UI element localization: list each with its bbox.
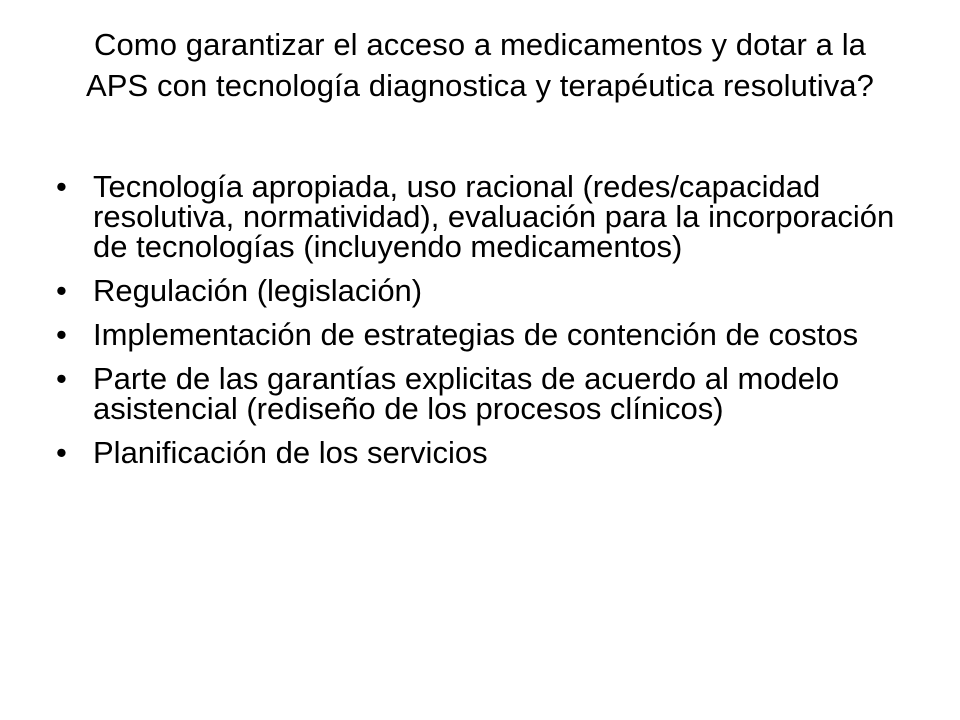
- bullet-dot-icon: •: [56, 361, 67, 396]
- bullet-text: Implementación de estrategias de contención de costos: [93, 317, 859, 352]
- bullet-dot-icon: •: [56, 273, 67, 308]
- bullet-item: [56, 169, 916, 264]
- bullet-item: [56, 317, 916, 352]
- bullet-text: Planificación de los servicios: [93, 435, 488, 470]
- bullet-text: Regulación (legislación): [93, 273, 423, 308]
- bullet-dot-icon: •: [56, 169, 67, 204]
- bullet-dot-icon: •: [56, 317, 67, 352]
- bullet-text: Tecnología apropiada, uso racional (redes/capacidad resolutiva, normatividad), evaluación para la incorporación de tecnologías (incluyendo medicamentos): [93, 169, 895, 264]
- bullet-text: Parte de las garantías explicitas de acuerdo al modelo asistencial (rediseño de los procesos clínicos): [93, 361, 840, 426]
- bullet-item: [56, 435, 916, 470]
- bullet-list: [56, 169, 916, 482]
- bullet-dot-icon: •: [56, 435, 67, 470]
- bullet-item: [56, 361, 916, 426]
- slide-title: Como garantizar el acceso a medicamentos y dotar a la APS con tecnología diagnostica y terapéutica resolutiva?: [86, 27, 874, 103]
- bullet-item: [56, 273, 916, 308]
